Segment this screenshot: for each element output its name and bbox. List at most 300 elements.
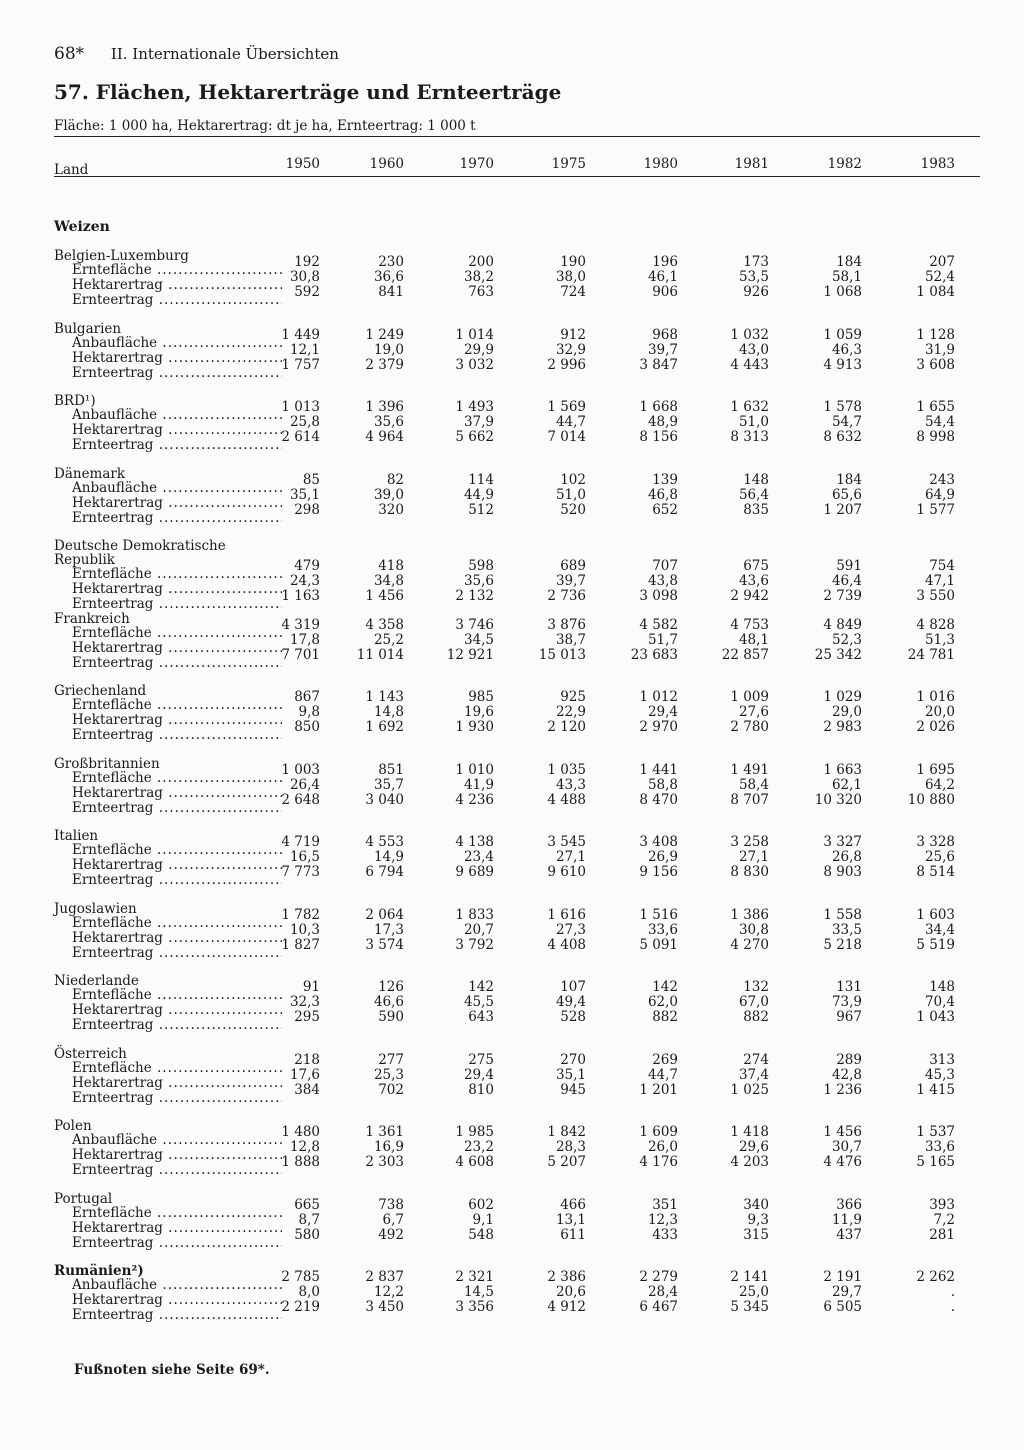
table-cell: 1 010 bbox=[455, 761, 494, 778]
table-cell: 35,1 bbox=[289, 486, 320, 503]
table-cell: 3 032 bbox=[455, 356, 494, 373]
section-heading: II. Internationale Übersichten bbox=[110, 45, 339, 63]
header-rule-bottom bbox=[54, 176, 980, 177]
table-cell: 1 207 bbox=[823, 501, 862, 518]
table-cell: 3 574 bbox=[365, 936, 404, 953]
table-cell: 590 bbox=[378, 1009, 404, 1025]
metric-label-text: Erntefläche ..... bbox=[72, 566, 282, 582]
table-cell: 34,4 bbox=[924, 921, 955, 938]
table-cell: 11 014 bbox=[356, 646, 404, 663]
metric-label-text: Hektarertrag ..... bbox=[72, 422, 282, 438]
table-cell: 4 488 bbox=[547, 791, 586, 808]
table-cell: 9 156 bbox=[639, 864, 678, 880]
country-block bbox=[54, 538, 994, 612]
table-cell: 882 bbox=[652, 1009, 678, 1025]
table-cell: 22 857 bbox=[721, 646, 769, 663]
table-cell: 82 bbox=[386, 471, 404, 488]
table-cell: 4 964 bbox=[365, 429, 404, 445]
table-cell: 64,2 bbox=[924, 776, 955, 793]
table-cell: 107 bbox=[560, 979, 586, 995]
table-cell: 393 bbox=[929, 1196, 955, 1213]
table-cell: 73,9 bbox=[831, 994, 862, 1010]
table-cell: 44,7 bbox=[555, 414, 586, 430]
country-name: BRD¹) bbox=[54, 393, 96, 409]
table-cell: 1 003 bbox=[281, 761, 320, 778]
table-cell: 591 bbox=[836, 558, 862, 574]
table-cell: 4 553 bbox=[365, 834, 404, 850]
country-block bbox=[54, 611, 994, 673]
metric-label-text: Hektarertrag ..... bbox=[72, 930, 282, 946]
country-name: Österreich bbox=[54, 1045, 127, 1062]
country-block bbox=[54, 683, 994, 745]
table-cell: 230 bbox=[378, 254, 404, 270]
table-cell: 25,0 bbox=[738, 1284, 769, 1300]
table-cell: 1 163 bbox=[281, 588, 320, 604]
table-cell: 340 bbox=[743, 1196, 769, 1213]
table-cell: 2 379 bbox=[365, 356, 404, 373]
table-cell: 42,8 bbox=[831, 1066, 862, 1083]
country-name: Bulgarien bbox=[54, 320, 122, 337]
table-cell: 8 632 bbox=[823, 429, 862, 445]
year-header: 1983 bbox=[920, 156, 955, 172]
table-cell: 114 bbox=[468, 471, 494, 488]
table-cell: 8 470 bbox=[639, 791, 678, 808]
table-cell: 738 bbox=[378, 1196, 404, 1213]
table-cell: 19,0 bbox=[373, 341, 404, 358]
table-cell: 281 bbox=[929, 1226, 955, 1243]
table-cell: 5 091 bbox=[639, 936, 678, 953]
table-cell: 48,9 bbox=[647, 414, 678, 430]
table-cell: 102 bbox=[560, 471, 586, 488]
table-cell: 46,8 bbox=[647, 486, 678, 503]
table-cell: 23,4 bbox=[463, 849, 494, 865]
country-block bbox=[54, 1263, 994, 1325]
table-cell: 1 025 bbox=[730, 1081, 769, 1098]
table-cell: 479 bbox=[294, 558, 320, 574]
table-cell: 148 bbox=[929, 979, 955, 995]
table-cell: 173 bbox=[743, 254, 769, 270]
table-cell: 207 bbox=[929, 254, 955, 270]
table-cell: 3 876 bbox=[547, 616, 586, 633]
table-cell: 2 996 bbox=[547, 356, 586, 373]
table-cell: 968 bbox=[652, 326, 678, 343]
table-cell: 36,6 bbox=[373, 269, 404, 285]
table-cell: 1 418 bbox=[730, 1124, 769, 1140]
page-header bbox=[54, 44, 339, 64]
year-header: 1982 bbox=[827, 156, 862, 172]
table-cell: 437 bbox=[836, 1226, 862, 1243]
metric-label-text: Ernteertrag ..... bbox=[72, 596, 282, 612]
table-cell: 289 bbox=[836, 1051, 862, 1068]
table-cell: 2 386 bbox=[547, 1269, 586, 1285]
table-cell: 592 bbox=[294, 284, 320, 300]
table-cell: 1 609 bbox=[639, 1124, 678, 1140]
table-cell: 29,0 bbox=[831, 704, 862, 720]
table-cell: 65,6 bbox=[831, 486, 862, 503]
table-cell: 24,3 bbox=[289, 573, 320, 589]
table-cell: 9 689 bbox=[455, 864, 494, 880]
table-cell: 912 bbox=[560, 326, 586, 343]
table-cell: 1 029 bbox=[823, 689, 862, 705]
table-cell: 27,1 bbox=[555, 849, 586, 865]
table-cell: 351 bbox=[652, 1196, 678, 1213]
metric-label-text: Ernteertrag ..... bbox=[72, 292, 282, 308]
metric-label-text: Hektarertrag ..... bbox=[72, 1002, 282, 1018]
table-cell: 37,4 bbox=[738, 1066, 769, 1083]
table-cell: 52,4 bbox=[924, 269, 955, 285]
table-cell: 2 942 bbox=[730, 588, 769, 604]
table-cell: 675 bbox=[743, 558, 769, 574]
metric-label-text: Erntefläche ..... bbox=[72, 915, 282, 931]
table-cell: 275 bbox=[468, 1051, 494, 1068]
table-cell: 6 467 bbox=[639, 1299, 678, 1315]
table-cell: 1 128 bbox=[916, 326, 955, 343]
metric-label-text: Ernteertrag ..... bbox=[72, 1307, 282, 1323]
table-cell: 184 bbox=[836, 471, 862, 488]
table-cell: 32,3 bbox=[289, 994, 320, 1010]
table-cell: 1 491 bbox=[730, 761, 769, 778]
table-cell: 54,4 bbox=[924, 414, 955, 430]
country-name: Italien bbox=[54, 828, 99, 844]
table-cell: 28,4 bbox=[647, 1284, 678, 1300]
table-cell: 2 970 bbox=[639, 719, 678, 735]
page-number: 68* bbox=[54, 44, 85, 64]
table-cell: 277 bbox=[378, 1051, 404, 1068]
table-cell: 4 236 bbox=[455, 791, 494, 808]
country-name: Belgien-Luxemburg bbox=[54, 248, 189, 264]
table-cell: 56,4 bbox=[738, 486, 769, 503]
table-cell: 3 408 bbox=[639, 834, 678, 850]
table-cell: 882 bbox=[743, 1009, 769, 1025]
table-cell: 810 bbox=[468, 1081, 494, 1098]
metric-label-text: Ernteertrag ..... bbox=[72, 1162, 282, 1178]
table-cell: 1 415 bbox=[916, 1081, 955, 1098]
table-cell: 4 849 bbox=[823, 616, 862, 633]
table-cell: 43,0 bbox=[738, 341, 769, 358]
table-cell: 1 655 bbox=[916, 399, 955, 415]
metric-label-text: Anbaufläche ..... bbox=[72, 480, 282, 496]
table-cell: 131 bbox=[836, 979, 862, 995]
table-cell: 58,4 bbox=[738, 776, 769, 793]
table-cell: 41,9 bbox=[463, 776, 494, 793]
metric-label-text: Erntefläche ..... bbox=[72, 625, 282, 641]
table-cell: 3 040 bbox=[365, 791, 404, 808]
table-cell: 580 bbox=[294, 1226, 320, 1243]
table-cell: 47,1 bbox=[924, 573, 955, 589]
table-cell: 62,1 bbox=[831, 776, 862, 793]
country-name: Dänemark bbox=[54, 465, 126, 482]
table-cell: 142 bbox=[468, 979, 494, 995]
metric-label-text: Ernteertrag ..... bbox=[72, 655, 282, 671]
table-cell: 29,6 bbox=[738, 1139, 769, 1155]
table-cell: 20,7 bbox=[463, 921, 494, 938]
table-cell: 269 bbox=[652, 1051, 678, 1068]
table-cell: 1 249 bbox=[365, 326, 404, 343]
table-cell: 724 bbox=[560, 284, 586, 300]
table-cell: 2 132 bbox=[455, 588, 494, 604]
table-cell: 313 bbox=[929, 1051, 955, 1068]
table-cell: 1 456 bbox=[823, 1124, 862, 1140]
metric-label-text: Anbaufläche ..... bbox=[72, 407, 282, 423]
table-cell: 3 258 bbox=[730, 834, 769, 850]
table-cell: 38,2 bbox=[463, 269, 494, 285]
table-cell: 1 827 bbox=[281, 936, 320, 953]
table-cell: 4 582 bbox=[639, 616, 678, 633]
table-cell: 2 120 bbox=[547, 719, 586, 735]
table-cell: 1 480 bbox=[281, 1124, 320, 1140]
metric-label-text: Hektarertrag ..... bbox=[72, 495, 282, 511]
table-cell: 8,7 bbox=[298, 1211, 320, 1228]
table-cell: 148 bbox=[743, 471, 769, 488]
table-cell: 218 bbox=[294, 1051, 320, 1068]
table-cell: 39,7 bbox=[555, 573, 586, 589]
country-block bbox=[54, 1046, 994, 1108]
table-cell: 46,4 bbox=[831, 573, 862, 589]
table-cell: 2 739 bbox=[823, 588, 862, 604]
table-cell: 1 930 bbox=[455, 719, 494, 735]
table-cell: 20,0 bbox=[924, 704, 955, 720]
table-cell: 192 bbox=[294, 254, 320, 270]
table-cell: 23 683 bbox=[630, 646, 678, 663]
table-cell: 53,5 bbox=[738, 269, 769, 285]
table-cell: 835 bbox=[743, 501, 769, 518]
table-cell: 548 bbox=[468, 1226, 494, 1243]
table-cell: 2 837 bbox=[365, 1269, 404, 1285]
table-cell: 39,0 bbox=[373, 486, 404, 503]
table-cell: 46,3 bbox=[831, 341, 862, 358]
table-cell: 2 983 bbox=[823, 719, 862, 735]
country-block bbox=[54, 901, 994, 963]
table-cell: 1 569 bbox=[547, 399, 586, 415]
table-cell: 52,3 bbox=[831, 631, 862, 648]
table-cell: 1 537 bbox=[916, 1124, 955, 1140]
country-name-line2: Republik bbox=[54, 552, 115, 568]
table-cell: 1 068 bbox=[823, 284, 862, 300]
country-block bbox=[54, 756, 994, 818]
table-cell: 35,7 bbox=[373, 776, 404, 793]
table-cell: 27,3 bbox=[555, 921, 586, 938]
country-name: Großbritannien bbox=[54, 755, 160, 772]
table-cell: 1 782 bbox=[281, 906, 320, 923]
metric-label-text: Hektarertrag ..... bbox=[72, 581, 282, 597]
metric-label-text: Ernteertrag ..... bbox=[72, 437, 282, 453]
table-cell: 16,9 bbox=[373, 1139, 404, 1155]
table-cell: 29,4 bbox=[463, 1066, 494, 1083]
metric-label-text: Ernteertrag ..... bbox=[72, 727, 282, 743]
table-cell: 2 219 bbox=[281, 1299, 320, 1315]
metric-label-text: Hektarertrag ..... bbox=[72, 1147, 282, 1163]
table-cell: 1 361 bbox=[365, 1124, 404, 1140]
table-cell: 196 bbox=[652, 254, 678, 270]
country-name: Jugoslawien bbox=[54, 900, 137, 917]
table-cell: 3 608 bbox=[916, 356, 955, 373]
table-cell: 512 bbox=[468, 501, 494, 518]
table-cell: 38,0 bbox=[555, 269, 586, 285]
table-cell: 6 505 bbox=[823, 1299, 862, 1315]
table-cell: 702 bbox=[378, 1081, 404, 1098]
table-cell: 8 998 bbox=[916, 429, 955, 445]
table-cell: 30,8 bbox=[738, 921, 769, 938]
table-cell: 39,7 bbox=[647, 341, 678, 358]
table-cell: 12 921 bbox=[446, 646, 494, 663]
table-cell: . bbox=[950, 1284, 955, 1300]
metric-label-text: Erntefläche ..... bbox=[72, 1205, 282, 1221]
table-cell: 4 912 bbox=[547, 1299, 586, 1315]
table-cell: 1 386 bbox=[730, 906, 769, 923]
table-cell: 1 663 bbox=[823, 761, 862, 778]
table-cell: 492 bbox=[378, 1226, 404, 1243]
table-cell: 45,3 bbox=[924, 1066, 955, 1083]
table-cell: 270 bbox=[560, 1051, 586, 1068]
table-cell: 707 bbox=[652, 558, 678, 574]
table-cell: 1 577 bbox=[916, 501, 955, 518]
table-cell: 1 493 bbox=[455, 399, 494, 415]
table-cell: 6,7 bbox=[382, 1211, 404, 1228]
year-header: 1960 bbox=[369, 156, 404, 172]
table-cell: 28,3 bbox=[555, 1139, 586, 1155]
table-cell: 602 bbox=[468, 1196, 494, 1213]
table-cell: 7 014 bbox=[547, 429, 586, 445]
table-cell: 49,4 bbox=[555, 994, 586, 1010]
year-header: 1970 bbox=[459, 156, 494, 172]
table-cell: 51,7 bbox=[647, 631, 678, 648]
table-cell: 34,5 bbox=[463, 631, 494, 648]
table-cell: 27,6 bbox=[738, 704, 769, 720]
table-cell: 51,0 bbox=[555, 486, 586, 503]
metric-label-text: Anbaufläche ..... bbox=[72, 1132, 282, 1148]
footnote: Fußnoten siehe Seite 69*. bbox=[74, 1362, 270, 1378]
table-cell: 26,9 bbox=[647, 849, 678, 865]
table-cell: 1 084 bbox=[916, 284, 955, 300]
table-cell: 598 bbox=[468, 558, 494, 574]
table-cell: 25 342 bbox=[814, 646, 862, 663]
table-cell: 2 321 bbox=[455, 1269, 494, 1285]
table-cell: 26,8 bbox=[831, 849, 862, 865]
table-cell: 4 270 bbox=[730, 936, 769, 953]
table-cell: 4 443 bbox=[730, 356, 769, 373]
table-cell: 5 207 bbox=[547, 1154, 586, 1170]
table-cell: 30,7 bbox=[831, 1139, 862, 1155]
table-cell: 689 bbox=[560, 558, 586, 574]
table-cell: 243 bbox=[929, 471, 955, 488]
table-cell: 38,7 bbox=[555, 631, 586, 648]
table-cell: 1 043 bbox=[916, 1009, 955, 1025]
table-cell: 10 320 bbox=[814, 791, 862, 808]
table-cell: 3 792 bbox=[455, 936, 494, 953]
table-cell: 19,6 bbox=[463, 704, 494, 720]
table-cell: 433 bbox=[652, 1226, 678, 1243]
table-cell: 14,9 bbox=[373, 849, 404, 865]
table-cell: 643 bbox=[468, 1009, 494, 1025]
table-cell: 14,8 bbox=[373, 704, 404, 720]
table-cell: 31,9 bbox=[924, 341, 955, 358]
table-cell: 1 014 bbox=[455, 326, 494, 343]
table-cell: 2 736 bbox=[547, 588, 586, 604]
metric-label-text: Erntefläche ..... bbox=[72, 770, 282, 786]
metric-label-text: Hektarertrag ..... bbox=[72, 1075, 282, 1091]
table-cell: 315 bbox=[743, 1226, 769, 1243]
table-cell: 611 bbox=[560, 1226, 586, 1243]
year-header: 1975 bbox=[551, 156, 586, 172]
table-cell: 520 bbox=[560, 501, 586, 518]
metric-label-text: Erntefläche ..... bbox=[72, 842, 282, 858]
table-cell: 3 550 bbox=[916, 588, 955, 604]
table-cell: 3 746 bbox=[455, 616, 494, 633]
table-cell: 665 bbox=[294, 1196, 320, 1213]
table-cell: 7 701 bbox=[281, 646, 320, 663]
table-cell: 1 396 bbox=[365, 399, 404, 415]
table-cell: 51,0 bbox=[738, 414, 769, 430]
table-cell: 11,9 bbox=[831, 1211, 862, 1228]
metric-label-text: Hektarertrag ..... bbox=[72, 277, 282, 293]
table-cell: 4 913 bbox=[823, 356, 862, 373]
metric-label-text: Erntefläche ..... bbox=[72, 1060, 282, 1076]
metric-label-text: Hektarertrag ..... bbox=[72, 640, 282, 656]
table-cell: 1 516 bbox=[639, 906, 678, 923]
table-cell: 418 bbox=[378, 558, 404, 574]
table-cell: 67,0 bbox=[738, 994, 769, 1010]
table-cell: 33,5 bbox=[831, 921, 862, 938]
table-cell: 8,0 bbox=[298, 1284, 320, 1300]
table-cell: 5 218 bbox=[823, 936, 862, 953]
metric-label-text: Anbaufläche ..... bbox=[72, 335, 282, 351]
metric-label-text: Ernteertrag ..... bbox=[72, 945, 282, 961]
table-cell: 91 bbox=[302, 979, 320, 995]
country-block bbox=[54, 466, 994, 528]
table-cell: 12,2 bbox=[373, 1284, 404, 1300]
table-cell: 8 156 bbox=[639, 429, 678, 445]
table-cell: 27,1 bbox=[738, 849, 769, 865]
table-cell: 4 319 bbox=[281, 616, 320, 633]
table-cell: 4 138 bbox=[455, 834, 494, 850]
metric-label-text: Ernteertrag ..... bbox=[72, 510, 282, 526]
table-cell: 25,8 bbox=[289, 414, 320, 430]
table-cell: 34,8 bbox=[373, 573, 404, 589]
table-cell: 33,6 bbox=[647, 921, 678, 938]
table-cell: 466 bbox=[560, 1196, 586, 1213]
country-name: Griechenland bbox=[54, 683, 147, 699]
table-cell: 37,9 bbox=[463, 414, 494, 430]
table-cell: 1 035 bbox=[547, 761, 586, 778]
metric-label-text: Ernteertrag ..... bbox=[72, 1017, 282, 1033]
table-cell: 906 bbox=[652, 284, 678, 300]
land-column-header: Land bbox=[54, 162, 89, 178]
table-cell: 1 059 bbox=[823, 326, 862, 343]
metric-label-text: Erntefläche ..... bbox=[72, 697, 282, 713]
table-cell: 4 719 bbox=[281, 834, 320, 850]
metric-label-text: Ernteertrag ..... bbox=[72, 800, 282, 816]
table-cell: 12,3 bbox=[647, 1211, 678, 1228]
table-cell: 20,6 bbox=[555, 1284, 586, 1300]
metric-label-text: Ernteertrag ..... bbox=[72, 365, 282, 381]
metric-label-text: Hektarertrag ..... bbox=[72, 857, 282, 873]
table-cell: 1 757 bbox=[281, 356, 320, 373]
table-cell: 3 327 bbox=[823, 834, 862, 850]
table-cell: 5 345 bbox=[730, 1299, 769, 1315]
table-cell: 9,1 bbox=[472, 1211, 494, 1228]
table-cell: 2 064 bbox=[365, 906, 404, 923]
table-cell: 62,0 bbox=[647, 994, 678, 1010]
table-cell: 841 bbox=[378, 284, 404, 300]
table-cell: 35,6 bbox=[463, 573, 494, 589]
country-block bbox=[54, 828, 994, 890]
table-cell: 4 358 bbox=[365, 616, 404, 633]
country-name: Deutsche Demokratische bbox=[54, 538, 226, 554]
table-cell: 9 610 bbox=[547, 864, 586, 880]
table-cell: 4 203 bbox=[730, 1154, 769, 1170]
table-cell: 10 880 bbox=[907, 791, 955, 808]
metric-label-text: Hektarertrag ..... bbox=[72, 712, 282, 728]
